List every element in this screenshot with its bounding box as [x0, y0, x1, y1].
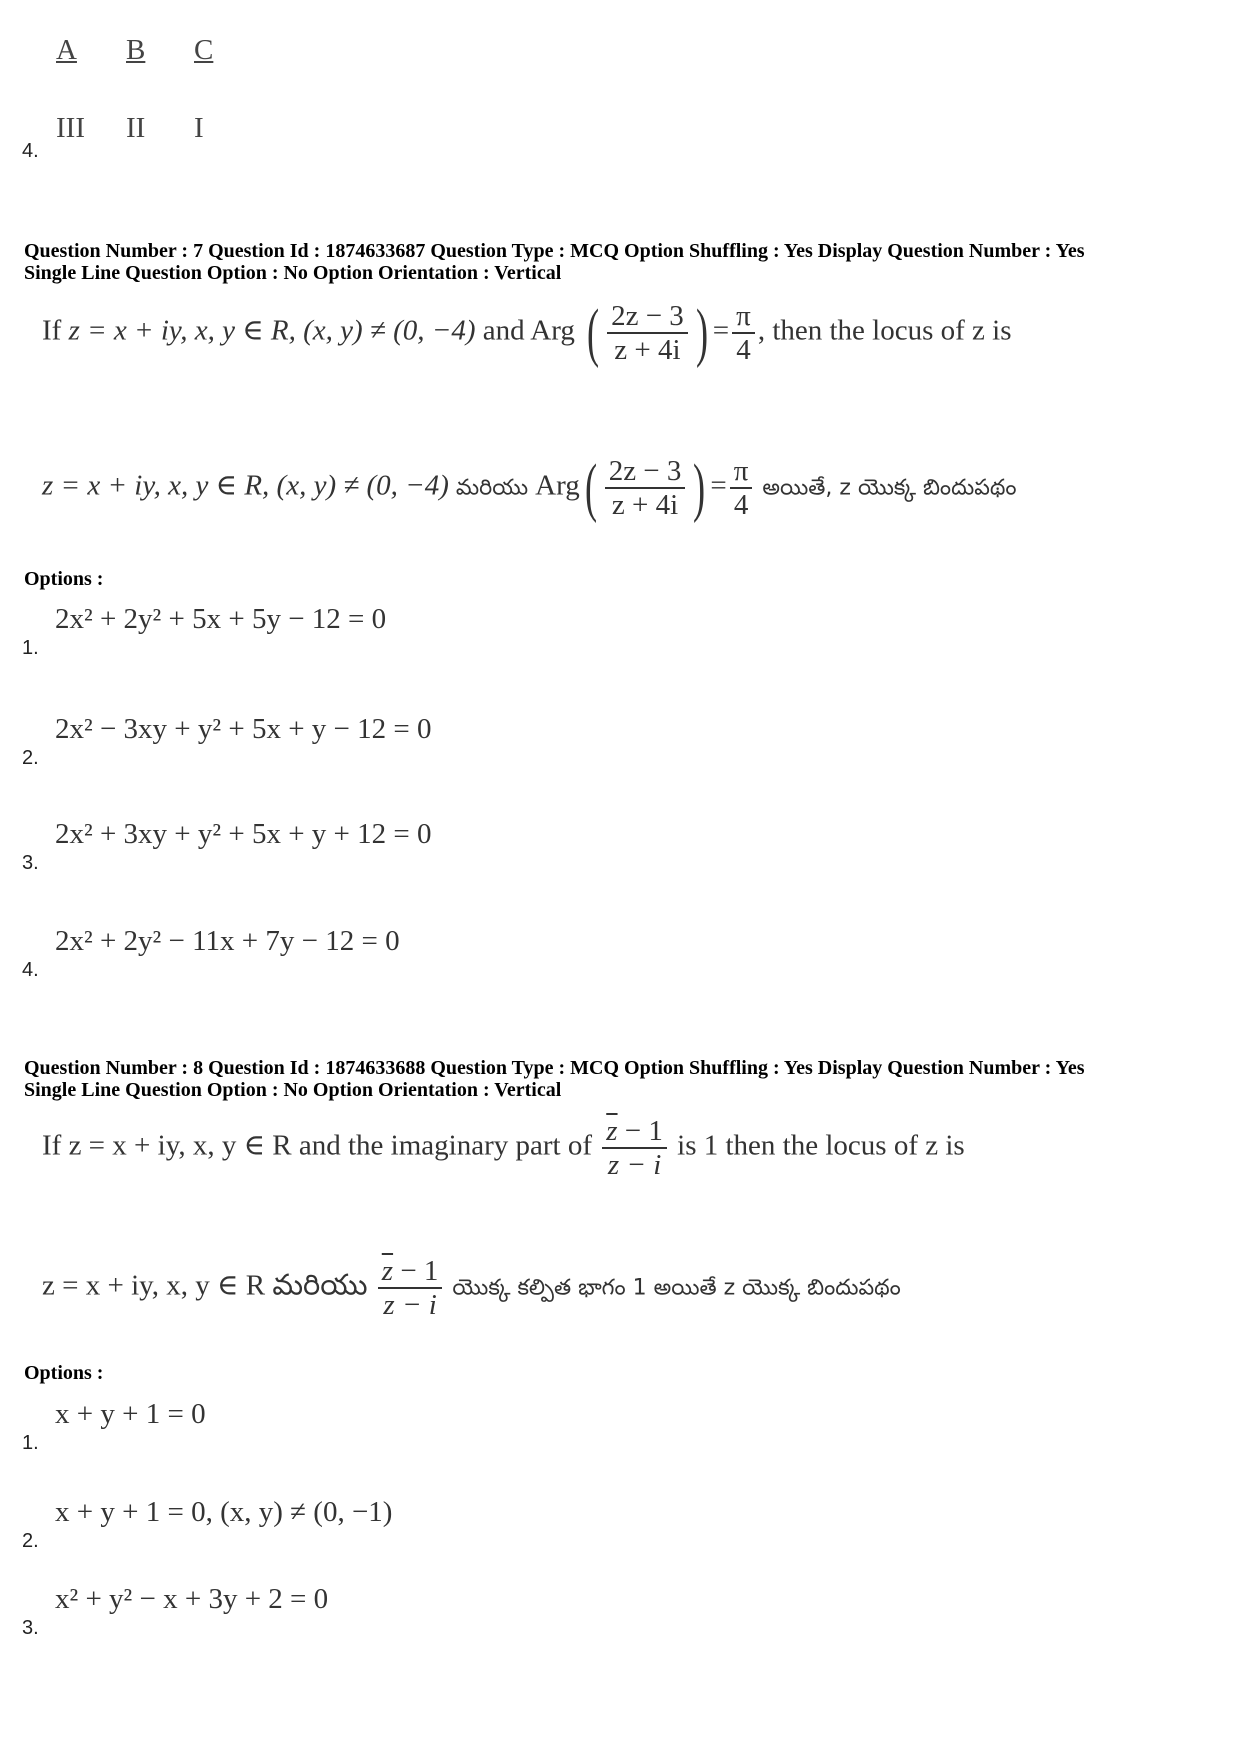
q8-te-prefix: z = x + iy, x, y ∈ R మరియు: [42, 1269, 375, 1302]
question-8-telugu: [42, 1255, 901, 1321]
z-bar: $\overline{z}$: [383, 1289, 395, 1321]
q7-te-fraction: [605, 455, 686, 521]
right-paren: ): [693, 451, 706, 524]
q7-en-pi: π: [732, 300, 755, 334]
column-c-value: I: [194, 112, 204, 144]
denominator-rest: − i: [619, 1149, 662, 1181]
question-7-header-line1: Question Number : 7 Question Id : 1874633687 Question Type : MCQ Option Shuffling : Yes Display Question Number : Yes: [24, 240, 1085, 262]
column-a-value: III: [56, 112, 85, 144]
q7-en-numerator: 2z − 3: [607, 300, 688, 334]
option-text: 2x² − 3xy + y² + 5x + y − 12 = 0: [55, 713, 432, 745]
q7-te-suffix: అయితే, z యొక్క బిందుపథం: [755, 475, 1017, 501]
option-number: 2.: [22, 1530, 39, 1552]
column-c-header: C: [194, 34, 214, 66]
q7-te-pi: π: [730, 455, 753, 489]
z-bar: $\overline{z}$: [607, 1149, 620, 1181]
q7-te-condition: z = x + iy, x, y ∈ R, (x, y) ≠ (0, −4): [42, 469, 449, 502]
option-text: x + y + 1 = 0, (x, y) ≠ (0, −1): [55, 1496, 393, 1528]
question-7-options-label: Options :: [24, 568, 104, 590]
question-8-header: [24, 1057, 1084, 1101]
q8-te-suffix: యొక్క కల్పిత భాగం 1 అయితే z యొక్క బిందుపథం: [445, 1275, 901, 1301]
question-8-english: [42, 1115, 965, 1181]
column-b-header: B: [126, 34, 146, 66]
option-text: 2x² + 3xy + y² + 5x + y + 12 = 0: [55, 818, 432, 850]
question-8-header-line2: Single Line Question Option : No Option Orientation : Vertical: [24, 1079, 562, 1101]
numerator-rest: − 1: [617, 1115, 663, 1147]
q8-en-numerator: [602, 1115, 667, 1149]
option-text: x + y + 1 = 0: [55, 1398, 206, 1430]
q8-te-fraction: [378, 1255, 443, 1321]
question-7-telugu: [42, 451, 1017, 524]
q7-te-four: 4: [733, 489, 749, 521]
option-text: 2x² + 2y² + 5x + 5y − 12 = 0: [55, 603, 387, 635]
option-number: 3.: [22, 1617, 39, 1639]
q8-en-denominator: [602, 1149, 667, 1181]
q7-te-numerator: 2z − 3: [605, 455, 686, 489]
question-8-options-label: Options :: [24, 1362, 104, 1384]
q8-en-prefix: If z = x + iy, x, y ∈ R and the imaginary part of: [42, 1129, 600, 1162]
q7-en-condition: z = x + iy, x, y ∈ R, (x, y) ≠ (0, −4): [68, 314, 476, 347]
option-number: 4.: [22, 959, 39, 981]
z-bar: $\overline{z}$: [606, 1115, 618, 1147]
q7-te-equals: =: [710, 469, 727, 502]
q7-te-denominator: z + 4i: [611, 489, 679, 521]
q7-te-conj: మరియు: [448, 475, 536, 501]
q7-en-denominator: z + 4i: [614, 334, 681, 366]
q7-te-arg: Arg: [535, 469, 580, 502]
denominator-rest: − i: [394, 1289, 437, 1321]
q8-en-fraction: [602, 1115, 667, 1181]
q7-en-suffix: , then the locus of z is: [757, 314, 1012, 347]
option-text: 2x² + 2y² − 11x + 7y − 12 = 0: [55, 925, 400, 957]
left-paren: (: [584, 451, 597, 524]
question-7-english: [42, 296, 1012, 369]
question-7-header: [24, 240, 1084, 284]
q7-en-and: and Arg: [475, 314, 583, 347]
right-paren: ): [695, 296, 708, 369]
question-7-header-line2: Single Line Question Option : No Option Orientation : Vertical: [24, 262, 562, 284]
q8-en-suffix: is 1 then the locus of z is: [669, 1129, 965, 1162]
option-number: 1.: [22, 637, 39, 659]
q7-en-pi-fraction: [732, 300, 755, 366]
column-a-header: A: [56, 34, 77, 66]
q7-te-pi-fraction: [730, 455, 753, 521]
question-8-header-line1: Question Number : 8 Question Id : 1874633688 Question Type : MCQ Option Shuffling : Yes Display Question Number : Yes: [24, 1057, 1085, 1079]
option-text: x² + y² − x + 3y + 2 = 0: [55, 1583, 329, 1615]
q7-en-fraction: [607, 300, 688, 366]
column-b-value: II: [126, 112, 146, 144]
z-bar: $\overline{z}$: [381, 1255, 394, 1287]
q8-te-numerator: [378, 1255, 443, 1289]
q7-en-four: 4: [736, 334, 751, 366]
left-paren: (: [587, 296, 600, 369]
option-number: 2.: [22, 747, 39, 769]
numerator-rest: − 1: [393, 1255, 439, 1287]
option-number: 4.: [22, 140, 39, 162]
option-number: 1.: [22, 1432, 39, 1454]
q7-en-prefix: If: [42, 314, 69, 347]
option-number: 3.: [22, 852, 39, 874]
q8-te-denominator: [378, 1289, 443, 1321]
q7-en-equals: =: [712, 314, 730, 347]
